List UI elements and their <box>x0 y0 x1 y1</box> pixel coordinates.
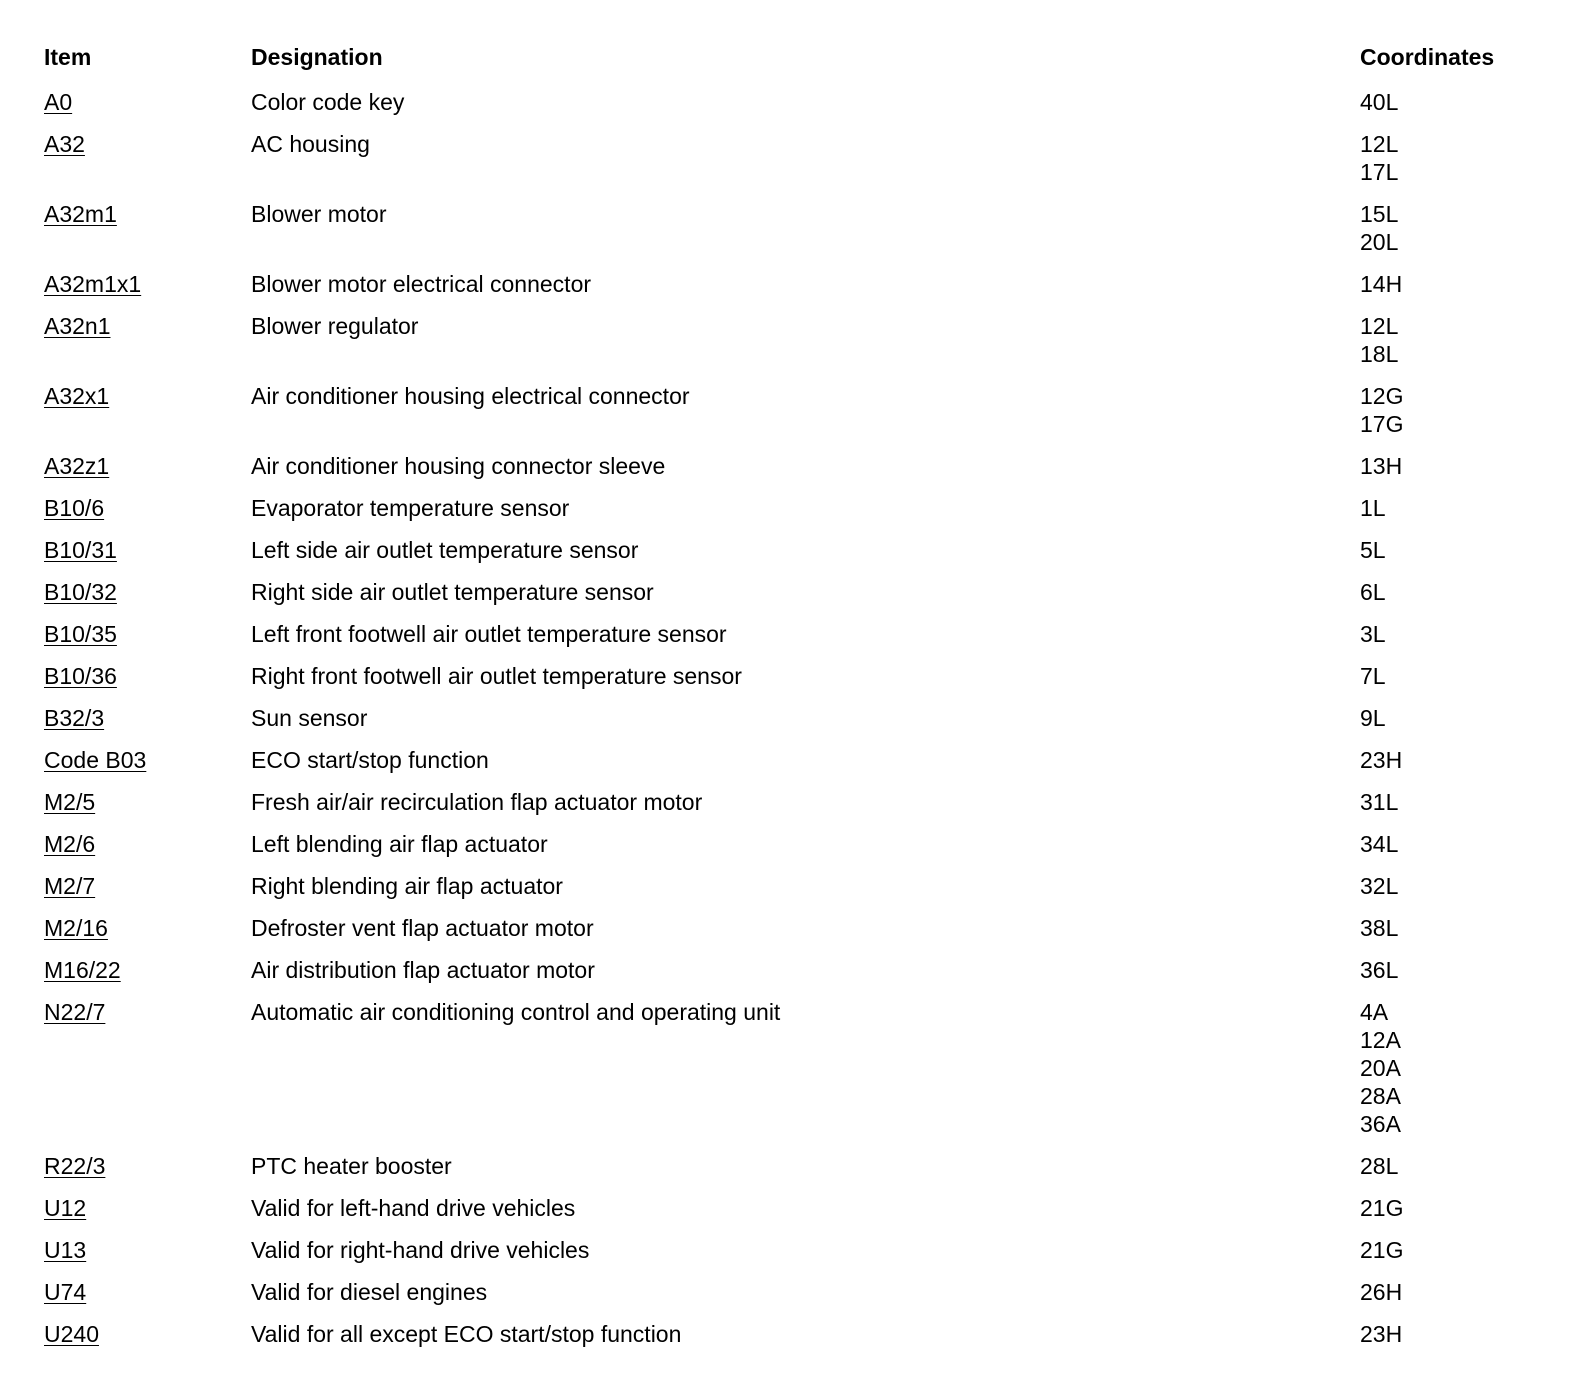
item-cell <box>44 620 251 648</box>
item-link[interactable]: A32z1 <box>44 453 110 479</box>
coordinate-value: 21G <box>1360 1195 1404 1221</box>
coordinate-value: 17L <box>1360 159 1399 185</box>
coordinates-cell <box>1360 270 1544 298</box>
coordinates-cell <box>1360 578 1544 606</box>
coordinate-value: 12L <box>1360 131 1399 157</box>
coordinate-value: 7L <box>1360 663 1386 689</box>
component-legend-table <box>44 40 1544 1359</box>
item-link[interactable]: M2/16 <box>44 915 108 941</box>
coordinates-cell <box>1360 1278 1544 1306</box>
designation-cell: AC housing <box>251 131 370 157</box>
coordinate-value: 17G <box>1360 411 1404 437</box>
item-link[interactable]: B10/31 <box>44 537 117 563</box>
item-cell <box>44 88 251 116</box>
coordinate-value: 28A <box>1360 1083 1401 1109</box>
designation-cell: Blower motor <box>251 201 387 227</box>
coordinates-cell <box>1360 88 1544 116</box>
item-link[interactable]: M2/6 <box>44 831 96 857</box>
coordinates-cell <box>1360 452 1544 480</box>
header-designation: Designation <box>251 44 383 70</box>
header-item: Item <box>44 44 92 70</box>
item-cell <box>44 746 251 774</box>
coordinate-value: 23H <box>1360 747 1403 773</box>
coordinate-value: 20L <box>1360 229 1399 255</box>
item-link[interactable]: B32/3 <box>44 705 105 731</box>
header-coordinates: Coordinates <box>1360 44 1495 70</box>
coordinate-value: 12A <box>1360 1027 1401 1053</box>
coordinates-cell <box>1360 830 1544 858</box>
item-cell <box>44 998 251 1026</box>
coordinates-cell <box>1360 998 1544 1138</box>
coordinates-cell <box>1360 494 1544 522</box>
table-row <box>44 743 1544 785</box>
table-row <box>44 617 1544 659</box>
item-link[interactable]: B10/35 <box>44 621 117 647</box>
item-link[interactable]: U240 <box>44 1321 99 1347</box>
item-cell <box>44 704 251 732</box>
designation-cell: Valid for right-hand drive vehicles <box>251 1237 590 1263</box>
coordinate-value: 5L <box>1360 537 1386 563</box>
item-cell <box>44 1152 251 1180</box>
coordinates-cell <box>1360 788 1544 816</box>
coordinates-cell <box>1360 662 1544 690</box>
designation-cell: Left side air outlet temperature sensor <box>251 537 639 563</box>
coordinate-value: 28L <box>1360 1153 1399 1179</box>
coordinates-cell <box>1360 382 1544 438</box>
designation-cell: Valid for all except ECO start/stop function <box>251 1321 682 1347</box>
item-link[interactable]: A32m1x1 <box>44 271 142 297</box>
item-cell <box>44 872 251 900</box>
item-cell <box>44 830 251 858</box>
coordinate-value: 18L <box>1360 341 1399 367</box>
item-link[interactable]: A32x1 <box>44 383 110 409</box>
designation-cell: Right front footwell air outlet temperature sensor <box>251 663 742 689</box>
coordinate-value: 38L <box>1360 915 1399 941</box>
item-cell <box>44 1320 251 1348</box>
item-cell <box>44 312 251 340</box>
designation-cell: Left front footwell air outlet temperature sensor <box>251 621 727 647</box>
item-link[interactable]: U13 <box>44 1237 87 1263</box>
coordinates-cell <box>1360 1236 1544 1264</box>
coordinate-value: 36L <box>1360 957 1399 983</box>
coordinates-cell <box>1360 704 1544 732</box>
coordinate-value: 4A <box>1360 999 1389 1025</box>
item-cell <box>44 1278 251 1306</box>
item-link[interactable]: A32m1 <box>44 201 117 227</box>
designation-cell: Automatic air conditioning control and operating unit <box>251 999 781 1025</box>
coordinates-cell <box>1360 872 1544 900</box>
table-row <box>44 995 1544 1149</box>
designation-cell: Air conditioner housing electrical connector <box>251 383 690 409</box>
coordinates-cell <box>1360 312 1544 368</box>
coordinate-value: 36A <box>1360 1111 1401 1137</box>
coordinate-value: 1L <box>1360 495 1386 521</box>
item-link[interactable]: M2/7 <box>44 873 96 899</box>
designation-cell: Left blending air flap actuator <box>251 831 548 857</box>
coordinates-cell <box>1360 1320 1544 1348</box>
table-row <box>44 127 1544 197</box>
item-link[interactable]: A0 <box>44 89 73 115</box>
coordinate-value: 32L <box>1360 873 1399 899</box>
designation-cell: Fresh air/air recirculation flap actuator motor <box>251 789 703 815</box>
table-row <box>44 1317 1544 1359</box>
table-row <box>44 1275 1544 1317</box>
coordinate-value: 20A <box>1360 1055 1401 1081</box>
item-cell <box>44 130 251 158</box>
table-row <box>44 449 1544 491</box>
designation-cell: ECO start/stop function <box>251 747 489 773</box>
coordinate-value: 13H <box>1360 453 1403 479</box>
coordinate-value: 15L <box>1360 201 1399 227</box>
designation-cell: Blower regulator <box>251 313 419 339</box>
coordinates-cell <box>1360 620 1544 648</box>
table-row <box>44 491 1544 533</box>
item-link[interactable]: R22/3 <box>44 1153 106 1179</box>
designation-cell: Right side air outlet temperature sensor <box>251 579 654 605</box>
coordinate-value: 31L <box>1360 789 1399 815</box>
coordinate-value: 34L <box>1360 831 1399 857</box>
designation-cell: Air conditioner housing connector sleeve <box>251 453 666 479</box>
item-cell <box>44 494 251 522</box>
coordinate-value: 40L <box>1360 89 1399 115</box>
item-link[interactable]: M2/5 <box>44 789 96 815</box>
item-cell <box>44 578 251 606</box>
item-cell <box>44 914 251 942</box>
designation-cell: PTC heater booster <box>251 1153 452 1179</box>
coordinates-cell <box>1360 536 1544 564</box>
item-link[interactable]: N22/7 <box>44 999 106 1025</box>
item-cell <box>44 662 251 690</box>
designation-cell: Valid for left-hand drive vehicles <box>251 1195 576 1221</box>
designation-cell: Evaporator temperature sensor <box>251 495 570 521</box>
item-cell <box>44 788 251 816</box>
coordinate-value: 21G <box>1360 1237 1404 1263</box>
table-row <box>44 869 1544 911</box>
table-row <box>44 701 1544 743</box>
table-row <box>44 911 1544 953</box>
item-link[interactable]: U74 <box>44 1279 87 1305</box>
table-row <box>44 197 1544 267</box>
table-row <box>44 785 1544 827</box>
designation-cell: Valid for diesel engines <box>251 1279 488 1305</box>
coordinate-value: 12G <box>1360 383 1404 409</box>
item-cell <box>44 270 251 298</box>
table-body <box>44 85 1544 1359</box>
table-row <box>44 309 1544 379</box>
item-link[interactable]: B10/36 <box>44 663 117 689</box>
item-cell <box>44 536 251 564</box>
designation-cell: Defroster vent flap actuator motor <box>251 915 594 941</box>
item-cell <box>44 1236 251 1264</box>
table-row <box>44 85 1544 127</box>
designation-cell: Air distribution flap actuator motor <box>251 957 595 983</box>
table-row <box>44 1149 1544 1191</box>
coordinates-cell <box>1360 746 1544 774</box>
table-row <box>44 953 1544 995</box>
table-row <box>44 267 1544 309</box>
coordinate-value: 3L <box>1360 621 1386 647</box>
item-link[interactable]: B10/6 <box>44 495 105 521</box>
designation-cell: Color code key <box>251 89 405 115</box>
item-link[interactable]: A32 <box>44 131 85 157</box>
table-row <box>44 1191 1544 1233</box>
coordinate-value: 14H <box>1360 271 1403 297</box>
coordinate-value: 6L <box>1360 579 1386 605</box>
item-link[interactable]: B10/32 <box>44 579 117 605</box>
coordinates-cell <box>1360 1194 1544 1222</box>
coordinate-value: 26H <box>1360 1279 1403 1305</box>
designation-cell: Sun sensor <box>251 705 368 731</box>
item-link[interactable]: Code B03 <box>44 747 147 773</box>
coordinate-value: 23H <box>1360 1321 1403 1347</box>
item-cell <box>44 452 251 480</box>
table-header <box>44 40 1544 85</box>
table-row <box>44 827 1544 869</box>
coordinates-cell <box>1360 914 1544 942</box>
table-row <box>44 533 1544 575</box>
item-cell <box>44 382 251 410</box>
table-row <box>44 1233 1544 1275</box>
table-row <box>44 379 1544 449</box>
item-link[interactable]: M16/22 <box>44 957 121 983</box>
item-link[interactable]: A32n1 <box>44 313 111 339</box>
designation-cell: Right blending air flap actuator <box>251 873 563 899</box>
item-link[interactable]: U12 <box>44 1195 87 1221</box>
coordinates-cell <box>1360 1152 1544 1180</box>
designation-cell: Blower motor electrical connector <box>251 271 592 297</box>
table-row <box>44 575 1544 617</box>
coordinates-cell <box>1360 956 1544 984</box>
coordinate-value: 9L <box>1360 705 1386 731</box>
coordinates-cell <box>1360 130 1544 186</box>
item-cell <box>44 1194 251 1222</box>
table-row <box>44 659 1544 701</box>
coordinate-value: 12L <box>1360 313 1399 339</box>
coordinates-cell <box>1360 200 1544 256</box>
item-cell <box>44 200 251 228</box>
item-cell <box>44 956 251 984</box>
